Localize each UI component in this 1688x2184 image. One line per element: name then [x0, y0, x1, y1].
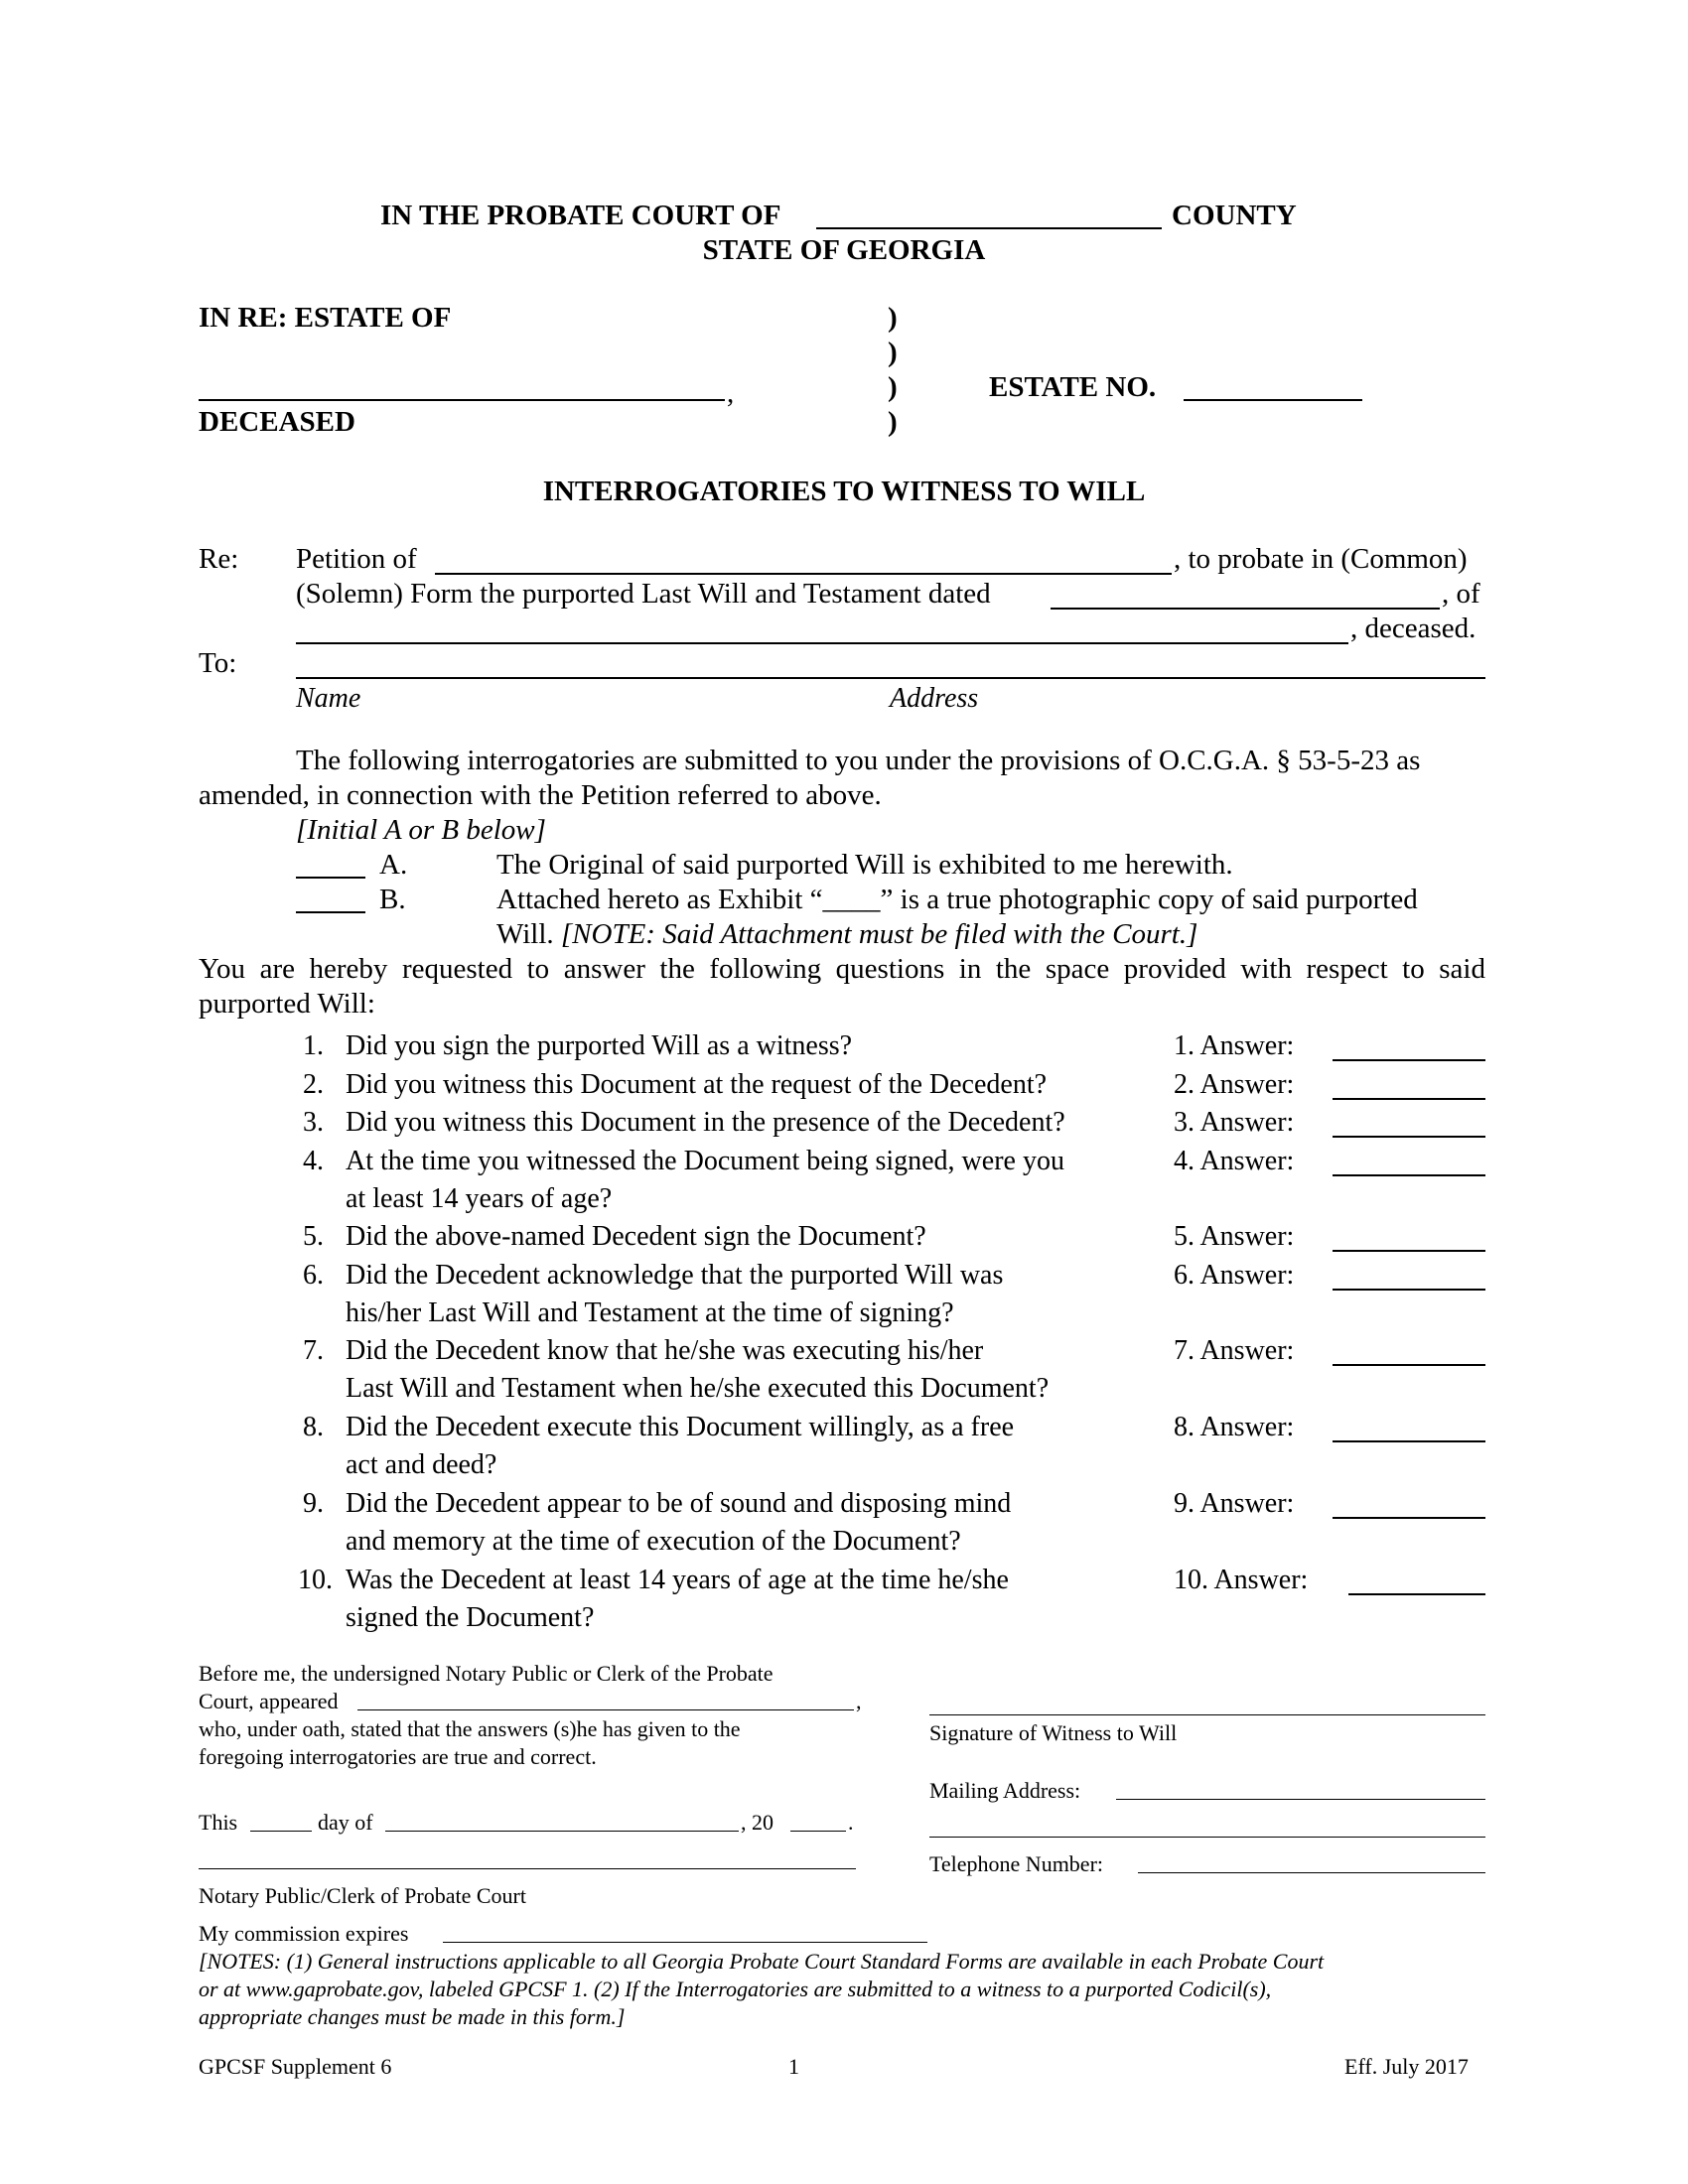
notary-line-1: Before me, the undersigned Notary Public or Clerk of the Probate	[199, 1661, 774, 1686]
court-suffix: COUNTY	[1172, 200, 1297, 231]
answer-label: 5. Answer:	[1174, 1221, 1295, 1252]
question-number: 4.	[303, 1146, 324, 1176]
answer-label: 2. Answer:	[1174, 1069, 1295, 1100]
question-number: 3.	[303, 1107, 324, 1138]
witness-signature-label: Signature of Witness to Will	[929, 1720, 1178, 1745]
estate-no-blank[interactable]	[1184, 399, 1362, 401]
answer-blank[interactable]	[1333, 1289, 1485, 1291]
petition-of-label: Petition of	[296, 543, 417, 575]
question-text-continued: signed the Document?	[346, 1602, 595, 1633]
decedent-comma: ,	[727, 377, 735, 409]
answer-blank[interactable]	[1333, 1059, 1485, 1061]
decedent-blank[interactable]	[296, 642, 1348, 644]
answer-label: 1. Answer:	[1174, 1030, 1295, 1061]
question-number: 8.	[303, 1412, 324, 1442]
year-prefix: , 20	[741, 1810, 774, 1835]
to-name-address-blank[interactable]	[296, 677, 1485, 679]
witness-signature-line[interactable]	[929, 1714, 1485, 1715]
request-line-1: You are hereby requested to answer the following questions in the space provided with respect to said	[199, 953, 1485, 985]
question-text-continued: and memory at the time of execution of the Document?	[346, 1526, 961, 1557]
day-blank[interactable]	[250, 1831, 312, 1832]
notary-line-3: who, under oath, stated that the answers (s)he has given to the	[199, 1716, 741, 1741]
question-number: 9.	[303, 1488, 324, 1519]
telephone-blank[interactable]	[1138, 1872, 1485, 1873]
in-re-label: IN RE: ESTATE OF	[199, 302, 452, 334]
question-text: Did the Decedent acknowledge that the purported Will was	[346, 1260, 1004, 1291]
question-number: 1.	[303, 1030, 324, 1061]
answer-blank[interactable]	[1333, 1364, 1485, 1366]
answer-label: 4. Answer:	[1174, 1146, 1295, 1176]
notary-line-2: Court, appeared	[199, 1689, 339, 1713]
answer-label: 8. Answer:	[1174, 1412, 1295, 1442]
answer-label: 9. Answer:	[1174, 1488, 1295, 1519]
question-text-continued: at least 14 years of age?	[346, 1183, 613, 1214]
question-number: 6.	[303, 1260, 324, 1291]
question-text: At the time you witnessed the Document being signed, were you	[346, 1146, 1064, 1176]
request-line-2: purported Will:	[199, 988, 375, 1020]
notary-signature-line[interactable]	[199, 1868, 856, 1869]
notes-line-2: or at www.gaprobate.gov, labeled GPCSF 1. (2) If the Interrogatories are submitted to a witness to a purported Codicil(s),	[199, 1977, 1272, 2001]
answer-label: 6. Answer:	[1174, 1260, 1295, 1291]
decedent-name-blank[interactable]	[199, 399, 725, 401]
intro-line-1: The following interrogatories are submitted to you under the provisions of O.C.G.A. § 53-5-23 as	[296, 745, 1421, 776]
option-a-label: A.	[379, 849, 408, 881]
intro-line-2: amended, in connection with the Petition referred to above.	[199, 779, 882, 811]
initial-b-blank[interactable]	[296, 911, 365, 913]
year-blank[interactable]	[790, 1831, 846, 1832]
option-b-note: [NOTE: Said Attachment must be filed with the Court.]	[560, 918, 1198, 950]
caption-paren: )	[888, 371, 898, 403]
question-text: Did you witness this Document in the presence of the Decedent?	[346, 1107, 1065, 1138]
question-text: Did you witness this Document at the request of the Decedent?	[346, 1069, 1048, 1100]
year-period: .	[848, 1810, 854, 1835]
this-label: This	[199, 1810, 238, 1835]
notary-title: Notary Public/Clerk of Probate Court	[199, 1883, 526, 1908]
solemn-form-text: (Solemn) Form the purported Last Will and Testament dated	[296, 578, 991, 610]
question-text-continued: act and deed?	[346, 1449, 497, 1480]
to-probate-text: , to probate in (Common)	[1174, 543, 1468, 575]
telephone-label: Telephone Number:	[929, 1851, 1104, 1876]
answer-blank[interactable]	[1333, 1098, 1485, 1100]
month-blank[interactable]	[385, 1831, 739, 1832]
appeared-blank[interactable]	[357, 1709, 854, 1710]
question-text: Did the Decedent execute this Document willingly, as a free	[346, 1412, 1015, 1442]
deceased-label: DECEASED	[199, 406, 355, 438]
question-number: 7.	[303, 1335, 324, 1366]
caption-paren: )	[888, 302, 898, 334]
initial-a-blank[interactable]	[296, 877, 365, 879]
question-number: 5.	[303, 1221, 324, 1252]
answer-blank[interactable]	[1333, 1174, 1485, 1176]
to-label: To:	[199, 647, 237, 679]
court-prefix: IN THE PROBATE COURT OF	[380, 200, 781, 231]
commission-blank[interactable]	[443, 1942, 927, 1943]
option-b-text-1: Attached hereto as Exhibit “____” is a true photographic copy of said purported	[496, 884, 1418, 915]
county-blank[interactable]	[816, 227, 1162, 229]
answer-blank[interactable]	[1333, 1440, 1485, 1442]
footer-form-id: GPCSF Supplement 6	[199, 2054, 392, 2079]
caption-paren: )	[888, 406, 898, 438]
re-label: Re:	[199, 543, 239, 575]
answer-blank[interactable]	[1333, 1250, 1485, 1252]
footer-effective-date: Eff. July 2017	[1344, 2054, 1469, 2079]
option-b-will: Will.	[496, 918, 554, 950]
option-a-text: The Original of said purported Will is exhibited to me herewith.	[496, 849, 1233, 881]
name-caption: Name	[296, 683, 361, 714]
day-of-label: day of	[318, 1810, 373, 1835]
question-text-continued: his/her Last Will and Testament at the time of signing?	[346, 1297, 954, 1328]
notes-line-3: appropriate changes must be made in this form.]	[199, 2004, 626, 2029]
answer-label: 7. Answer:	[1174, 1335, 1295, 1366]
mailing-address-label: Mailing Address:	[929, 1778, 1081, 1803]
petitioner-blank[interactable]	[435, 573, 1172, 575]
answer-label: 3. Answer:	[1174, 1107, 1295, 1138]
question-text: Did the Decedent appear to be of sound and disposing mind	[346, 1488, 1012, 1519]
question-text-continued: Last Will and Testament when he/she executed this Document?	[346, 1373, 1050, 1404]
state-heading: STATE OF GEORGIA	[702, 234, 986, 266]
mailing-address-blank-2[interactable]	[929, 1837, 1485, 1838]
option-b-label: B.	[379, 884, 406, 915]
mailing-address-blank[interactable]	[1116, 1799, 1485, 1800]
caption-paren: )	[888, 337, 898, 368]
question-text: Did you sign the purported Will as a witness?	[346, 1030, 853, 1061]
deceased-text: , deceased.	[1350, 613, 1477, 644]
initial-note: [Initial A or B below]	[296, 814, 546, 846]
page-number: 1	[788, 2054, 799, 2079]
option-b-text-2	[496, 916, 1197, 952]
question-text: Did the Decedent know that he/she was executing his/her	[346, 1335, 984, 1366]
estate-no-label: ESTATE NO.	[989, 371, 1157, 403]
question-text: Did the above-named Decedent sign the Document?	[346, 1221, 926, 1252]
answer-label: 10. Answer:	[1174, 1565, 1309, 1595]
question-text: Was the Decedent at least 14 years of age at the time he/she	[346, 1565, 1009, 1595]
appeared-comma: ,	[856, 1689, 862, 1713]
will-date-blank[interactable]	[1051, 608, 1440, 610]
notary-line-4: foregoing interrogatories are true and correct.	[199, 1744, 597, 1769]
question-number: 2.	[303, 1069, 324, 1100]
of-text: , of	[1442, 578, 1480, 610]
address-caption: Address	[890, 683, 979, 714]
commission-label: My commission expires	[199, 1921, 409, 1946]
question-number: 10.	[298, 1565, 333, 1595]
notes-line-1: [NOTES: (1) General instructions applicable to all Georgia Probate Court Standard Forms are available in each Probate Court	[199, 1949, 1325, 1974]
answer-blank[interactable]	[1333, 1136, 1485, 1138]
form-title: INTERROGATORIES TO WITNESS TO WILL	[542, 476, 1146, 507]
answer-blank[interactable]	[1348, 1593, 1485, 1595]
answer-blank[interactable]	[1333, 1517, 1485, 1519]
